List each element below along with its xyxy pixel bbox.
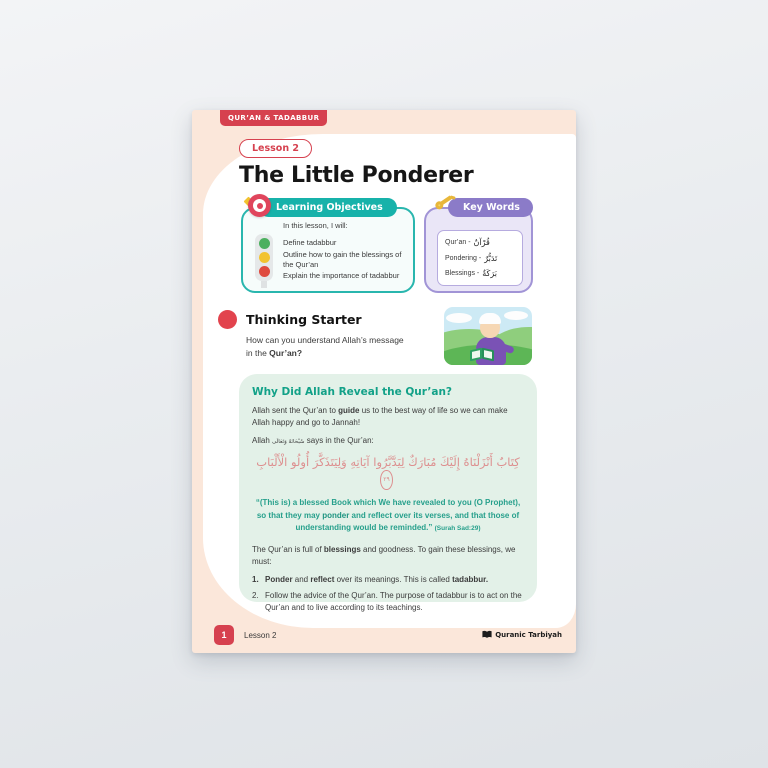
traffic-light-pole	[261, 281, 267, 288]
page-number-badge: 1	[214, 625, 234, 645]
thinking-starter-question: How can you understand Allah’s message in the Qur’an?	[246, 335, 404, 358]
objective-item: Define tadabbur	[283, 238, 337, 247]
key-word-arabic: بَرَكَةٌ	[482, 269, 497, 278]
key-word-label: Blessings -	[445, 270, 480, 277]
says-line	[252, 435, 524, 448]
cloud-icon	[504, 311, 528, 320]
page-title: The Little Ponderer	[239, 163, 474, 188]
says-post: says in the Qur’an:	[304, 436, 374, 445]
content-paragraph: The Qur’an is full of blessings and goodness. To gain these blessings, we must:	[252, 544, 516, 566]
list-number: 2.	[252, 590, 259, 600]
amber-light-icon	[259, 252, 270, 263]
green-light-icon	[259, 238, 270, 249]
ayah-number-mark: ٢٩	[380, 470, 392, 490]
content-box	[239, 374, 537, 612]
key-word-item	[445, 269, 515, 278]
learning-objectives-box	[241, 202, 415, 293]
translation-text: “(This is) a blessed Book which We have revealed to you (O Prophet), so that they may ponder and reflect over its verses, and that those of understanding would be reminded.”	[255, 498, 521, 532]
book-page	[484, 350, 492, 359]
key-word-item	[445, 238, 515, 247]
lesson-badge: Lesson 2	[239, 139, 312, 158]
honorific-arabic: سُبْحَانَهُ وَتَعَالَى	[272, 439, 305, 445]
says-pre: Allah	[252, 436, 273, 445]
reader-illustration	[444, 307, 532, 365]
content-heading: Why Did Allah Reveal the Qur’an?	[252, 386, 453, 398]
list-text: Ponder and reflect over its meanings. This is called tadabbur.	[265, 574, 489, 584]
verse-translation	[252, 497, 524, 536]
key-word-arabic: قُرْآنٌ	[473, 238, 490, 247]
key-words-box	[424, 202, 533, 293]
key-word-item	[445, 254, 515, 263]
list-number: 1.	[252, 574, 259, 584]
objective-item: Outline how to gain the blessings of the Qur’an	[283, 250, 402, 269]
target-bullseye	[257, 203, 263, 209]
open-book-icon	[482, 630, 492, 639]
thinking-starter-bullet-icon	[218, 310, 237, 329]
content-paragraph: Allah sent the Qur’an to guide us to the best way of life so we can make Allah happy and go to Jannah!	[252, 406, 508, 427]
traffic-light-icon	[255, 234, 273, 290]
prayer-cap	[479, 313, 501, 324]
red-light-icon	[259, 266, 270, 277]
key-words-header: Key Words	[448, 198, 533, 217]
list-text: Follow the advice of the Qur’an. The purpose of tadabbur is to act on the Qur’an and to live according to its teachings.	[265, 590, 522, 612]
objectives-intro: In this lesson, I will:	[283, 221, 348, 230]
verse-text: كِتَابٌ أَنْزَلْنَاهُ إِلَيْكَ مُبَارَكٌ لِيَدَّبَّرُوا آيَاتِهِ وَلِيَتَذَكَّرَ أُولُو الْأَلْبَابِ	[256, 455, 520, 469]
target-icon	[245, 194, 271, 220]
key-word-label: Pondering -	[445, 254, 482, 262]
key-word-label: Qur’an -	[445, 239, 471, 246]
brand-name: Quranic Tarbiyah	[495, 630, 562, 639]
key-word-arabic: تَدَبُّرٌ	[484, 253, 498, 263]
key-tooth	[450, 195, 456, 199]
list-item	[252, 574, 524, 586]
brand-logo	[482, 630, 562, 639]
list-item	[252, 590, 524, 614]
footer-lesson-label: Lesson 2	[244, 631, 277, 640]
learning-objectives-header: Learning Objectives	[259, 198, 397, 217]
cloud-icon	[446, 313, 472, 323]
quran-verse-arabic	[252, 454, 524, 490]
worksheet-page	[192, 110, 576, 653]
source-reference: (Surah Sad:29)	[434, 525, 481, 532]
key-words-list	[437, 230, 523, 286]
objective-item: Explain the importance of tadabbur	[283, 271, 400, 280]
thinking-starter-title: Thinking Starter	[246, 312, 362, 327]
numbered-list	[252, 574, 524, 614]
category-badge: QUR’AN & TADABBUR	[220, 110, 327, 126]
